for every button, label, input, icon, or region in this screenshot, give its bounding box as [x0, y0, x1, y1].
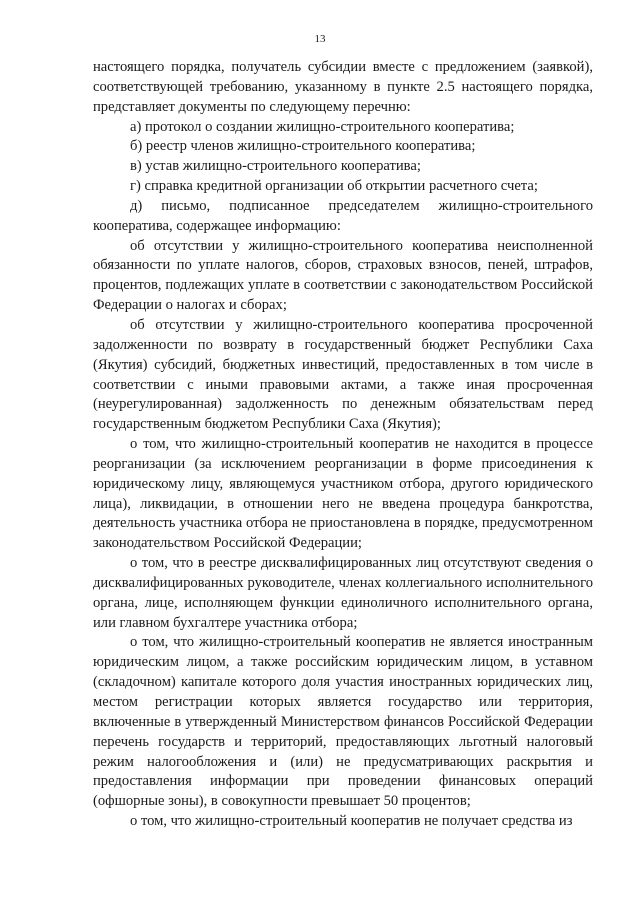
list-item-a: а) протокол о создании жилищно-строительного кооператива; — [130, 118, 515, 135]
paragraph-disqualified-persons: о том, что в реестре дисквалифицированных лиц отсутствуют сведения о дисквалифицированных руководителе, членах коллегиального исполнительного органа, лице, исполняющем функции единоличного исполнительного органа, или главном бухгалтере участника отбора; — [93, 555, 593, 631]
paragraph-foreign-entity: о том, что жилищно-строительный кооператив не является иностранным юридическим лицом, а также российским юридическим лицом, в уставном (складочном) капитале которого доля участия иностранных юридических лиц, местом регистрации которых является государство или территория, включенные в утвержденный Министерством финансов Российской Федерации перечень государств и территорий, предоставляющих льготный налоговый режим налогообложения и (или) не предусматривающих раскрытия и предоставления информации при проведении финансовых операций (офшорные зоны), в совокупности превышает 50 процентов; — [93, 634, 593, 810]
document-body — [93, 58, 593, 832]
list-item-v: в) устав жилищно-строительного кооператива; — [130, 158, 421, 175]
page-number: 13 — [314, 33, 326, 45]
list-item-b: б) реестр членов жилищно-строительного кооператива; — [130, 138, 476, 155]
list-item-g: г) справка кредитной организации об открытии расчетного счета; — [130, 178, 538, 195]
paragraph-tax-debt: об отсутствии у жилищно-строительного кооператива неисполненной обязанности по уплате налогов, сборов, страховых взносов, пеней, штрафов, процентов, подлежащих уплате в соответствии с законодательством Российской Федерации о налогах и сборах; — [93, 237, 593, 314]
paragraph-reorganization: о том, что жилищно-строительный кооператив не находится в процессе реорганизации (за исключением реорганизации в форме присоединения к юридическому лицу, являющемуся участником отбора, другого юридического лица), ликвидации, в отношении него не введена процедура банкротства, деятельность участника отбора не приостановлена в порядке, предусмотренном законодательством Российской Федерации; — [93, 436, 593, 552]
paragraph-overdue-debt: об отсутствии у жилищно-строительного кооператива просроченной задолженности по возврату в государственный бюджет Республики Саха (Якутия) субсидий, бюджетных инвестиций, предоставленных в том числе в соответствии с иными правовыми актами, а также иная просроченная (неурегулированная) задолженность по денежным обязательствам перед государственным бюджетом Республики Саха (Якутия); — [93, 316, 593, 433]
paragraph-funds: о том, что жилищно-строительный кооператив не получает средства из — [130, 813, 573, 830]
paragraph-intro: настоящего порядка, получатель субсидии вместе с предложением (заявкой), соответствующей требованию, указанному в пункте 2.5 настоящего порядка, представляет документы по следующему перечню: — [93, 59, 593, 115]
list-item-d: д) письмо, подписанное председателем жилищно-строительного кооператива, содержащее информацию: — [93, 197, 593, 234]
